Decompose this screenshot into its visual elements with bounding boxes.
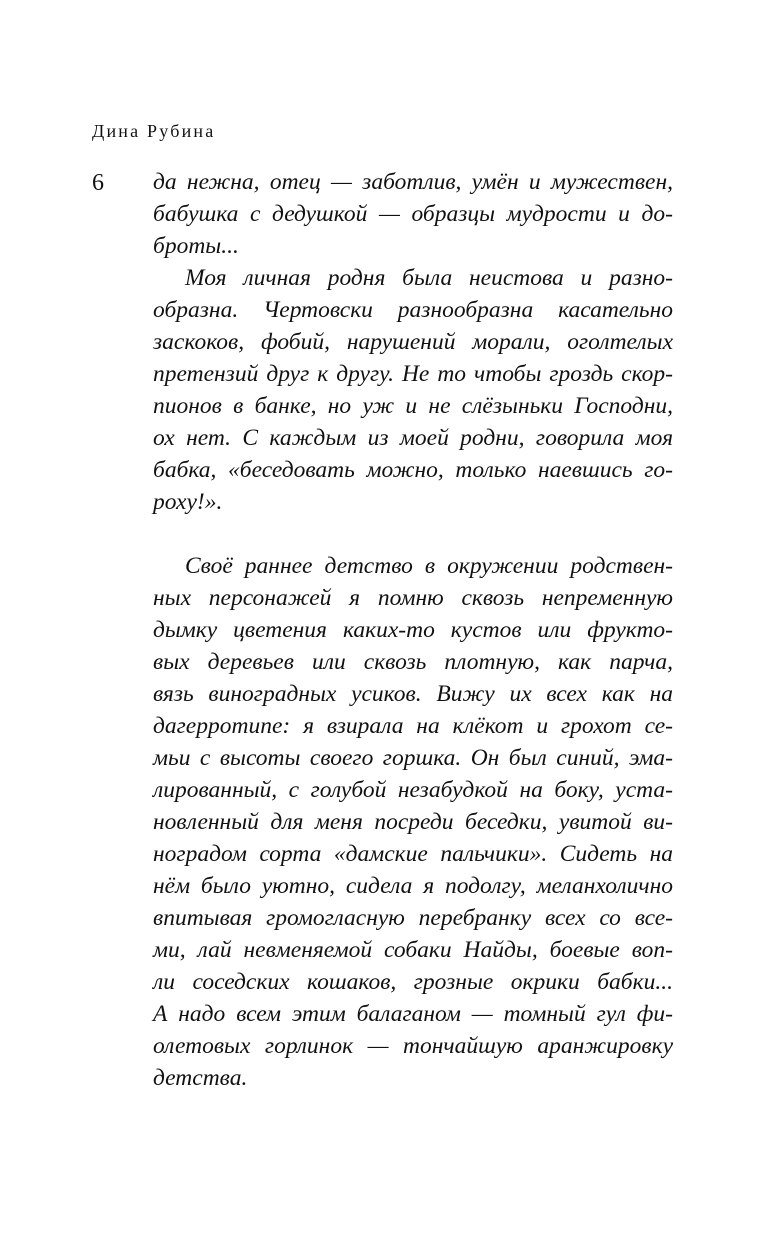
- text-line: ох нет. С каждым из моей родни, говорила моя: [153, 425, 673, 451]
- text-line: претензий друг к другу. Не то чтобы гроздь скор-: [153, 361, 673, 387]
- text-line: Своё раннее детство в окружении родствен-: [185, 553, 673, 579]
- text-line: ных персонажей я помню сквозь непременную: [153, 585, 673, 611]
- text-line: Моя личная родня была неистова и разно-: [185, 265, 673, 291]
- page-number: 6: [92, 170, 104, 196]
- text-line: нём было уютно, сидела я подолгу, меланхолично: [153, 873, 673, 899]
- text-line: броты...: [153, 233, 239, 259]
- text-line: бабушка с дедушкой — образцы мудрости и до-: [153, 201, 673, 227]
- text-line: пионов в банке, но уж и не слёзыньки Господни,: [153, 393, 673, 419]
- running-head-author: Дина Рубина: [92, 121, 216, 141]
- text-line: да нежна, отец — заботлив, умён и мужествен,: [153, 169, 673, 195]
- text-line: лированный, с голубой незабудкой на боку, уста-: [153, 777, 673, 803]
- text-line: образна. Чертовски разнообразна касательно: [153, 297, 673, 323]
- text-line: ли соседских кошаков, грозные окрики бабки...: [153, 969, 673, 995]
- text-line: дымку цветения каких-то кустов или фрукто-: [153, 617, 673, 643]
- text-line: вых деревьев или сквозь плотную, как парча,: [153, 649, 673, 675]
- text-line: вязь виноградных усиков. Вижу их всех как на: [153, 681, 673, 707]
- text-line: мьи с высоты своего горшка. Он был синий, эма-: [153, 745, 673, 771]
- text-line: впитывая громогласную перебранку всех со все-: [153, 905, 673, 931]
- text-line: ми, лай невменяемой собаки Найды, боевые воп-: [153, 937, 673, 963]
- text-line: дагерротипе: я взирала на клёкот и грохот се-: [153, 713, 673, 739]
- text-line: новленный для меня посреди беседки, увитой ви-: [153, 809, 673, 835]
- text-line: ноградом сорта «дамские пальчики». Сидеть на: [153, 841, 673, 867]
- text-line: роху!».: [153, 489, 223, 515]
- text-line: олетовых горлинок — тончайшую аранжировку: [153, 1033, 673, 1059]
- text-line: бабка, «беседовать можно, только наевшись го-: [153, 457, 673, 483]
- text-line: А надо всем этим балаганом — томный гул фи-: [153, 1001, 673, 1027]
- text-line: заскоков, фобий, нарушений морали, оголтелых: [153, 329, 673, 355]
- text-line: детства.: [153, 1065, 248, 1091]
